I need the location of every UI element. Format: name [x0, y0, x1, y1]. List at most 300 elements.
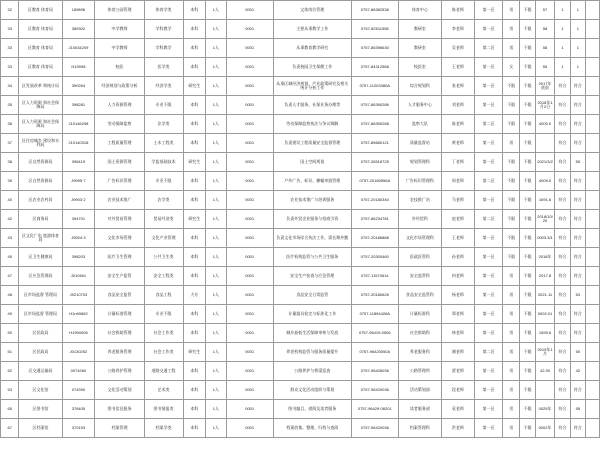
cell-who[interactable]: 陈老师: [441, 115, 474, 134]
cell-y2[interactable]: 不限: [519, 248, 535, 267]
cell-area[interactable]: 第一区: [474, 20, 503, 39]
cell-req[interactable]: 0001: [226, 305, 273, 324]
cell-phone[interactable]: 0757-26518725: [351, 153, 398, 172]
cell-code[interactable]: J9210703: [62, 286, 95, 305]
cell-sc3[interactable]: 53: [571, 286, 585, 305]
cell-num[interactable]: 1人: [206, 229, 227, 248]
cell-num[interactable]: 1人: [206, 172, 227, 191]
cell-post[interactable]: 人力资源管理: [95, 96, 144, 115]
cell-num[interactable]: 1人: [206, 305, 227, 324]
cell-y2[interactable]: 不限: [519, 381, 535, 400]
table-row[interactable]: [1, 191, 600, 210]
cell-sc4[interactable]: [585, 248, 599, 267]
cell-sc4[interactable]: [585, 210, 599, 229]
cell-code[interactable]: H19098: [62, 58, 95, 77]
cell-dept[interactable]: 文化市场管理科: [398, 229, 441, 248]
cell-phone[interactable]: 0757-20186888: [351, 229, 398, 248]
cell-y1[interactable]: 不限: [503, 153, 519, 172]
cell-sc1[interactable]: 2021/3/2: [536, 153, 554, 172]
cell-sc1[interactable]: 4009.0: [536, 172, 554, 191]
cell-num[interactable]: 1人: [206, 77, 227, 96]
cell-num[interactable]: 1人: [206, 20, 227, 39]
cell-sc3[interactable]: 符合: [571, 229, 585, 248]
cell-dept[interactable]: 读者服务部: [398, 400, 441, 419]
cell-req[interactable]: 0001: [226, 229, 273, 248]
cell-sc1[interactable]: 4000.0: [536, 115, 554, 134]
cell-desc[interactable]: 主要从事教学工作: [273, 20, 351, 39]
cell-y2[interactable]: 不限: [519, 96, 535, 115]
cell-area[interactable]: 第一区: [474, 153, 503, 172]
cell-y1[interactable]: 不限: [503, 210, 519, 229]
cell-sc2[interactable]: 符合: [554, 210, 570, 229]
cell-desc[interactable]: 负责外贸企业服务与招商引资: [273, 210, 351, 229]
cell-num[interactable]: 1人: [206, 153, 227, 172]
cell-idx[interactable]: 50: [1, 324, 19, 343]
cell-code[interactable]: J010461: [62, 267, 95, 286]
cell-unit[interactable]: 区教育 体育局: [19, 1, 62, 20]
cell-who[interactable]: 张老师: [441, 77, 474, 96]
cell-phone[interactable]: 0757-86390286: [351, 96, 398, 115]
cell-num[interactable]: 1人: [206, 381, 227, 400]
cell-unit[interactable]: 区住房城乡 建设和水利局: [19, 134, 62, 153]
cell-desc[interactable]: 公路养护与桥梁巡查: [273, 362, 351, 381]
cell-sc1[interactable]: 2018/10/20: [536, 210, 554, 229]
cell-sc3[interactable]: 1: [571, 58, 585, 77]
cell-dept[interactable]: 社会救助科: [398, 324, 441, 343]
cell-sc3[interactable]: 50: [571, 343, 585, 362]
cell-sc2[interactable]: 符合: [554, 381, 570, 400]
cell-area[interactable]: 第一区: [474, 381, 503, 400]
cell-phone[interactable]: 0757-82511558: [351, 20, 398, 39]
cell-phone[interactable]: 0757-86396630: [351, 39, 398, 58]
cell-y1[interactable]: 女: [503, 58, 519, 77]
cell-code[interactable]: 0974260: [62, 362, 95, 381]
cell-sc1[interactable]: 0002年: [536, 419, 554, 438]
cell-idx[interactable]: 34: [1, 77, 19, 96]
cell-deg[interactable]: 大专: [183, 286, 206, 305]
cell-sc2[interactable]: 符合: [554, 267, 570, 286]
cell-deg[interactable]: 本科: [183, 1, 206, 20]
cell-sc2[interactable]: 1: [554, 1, 570, 20]
cell-idx[interactable]: 33: [1, 39, 19, 58]
cell-sc2[interactable]: 符合: [554, 153, 570, 172]
cell-post[interactable]: 计量标准管理: [95, 305, 144, 324]
cell-sc3[interactable]: 42: [571, 362, 585, 381]
cell-y1[interactable]: 男: [503, 1, 519, 20]
cell-sc3[interactable]: 55: [571, 400, 585, 419]
cell-sc4[interactable]: [585, 134, 599, 153]
cell-area[interactable]: 第一区: [474, 267, 503, 286]
cell-who[interactable]: 赵老师: [441, 210, 474, 229]
cell-deg[interactable]: 本科: [183, 324, 206, 343]
cell-sc2[interactable]: 符合: [554, 191, 570, 210]
table-row[interactable]: [1, 381, 600, 400]
cell-y1[interactable]: 不限: [503, 115, 519, 134]
cell-unit[interactable]: 区人力资源 和社会保障局: [19, 96, 62, 115]
cell-dept[interactable]: 校医室: [398, 58, 441, 77]
cell-deg[interactable]: 研究生: [183, 210, 206, 229]
cell-num[interactable]: 1人: [206, 58, 227, 77]
cell-sc1[interactable]: 42.00: [536, 362, 554, 381]
cell-unit[interactable]: 区人力资源 和社会保障局: [19, 115, 62, 134]
cell-idx[interactable]: 67: [1, 419, 19, 438]
cell-num[interactable]: 1人: [206, 286, 227, 305]
cell-sc3[interactable]: 符合: [571, 210, 585, 229]
cell-idx[interactable]: 65: [1, 400, 19, 419]
cell-unit[interactable]: 区教育 体育局: [19, 20, 62, 39]
cell-idx[interactable]: 39: [1, 172, 19, 191]
cell-who[interactable]: 刘老师: [441, 96, 474, 115]
cell-unit[interactable]: 区图书馆: [19, 400, 62, 419]
cell-sc4[interactable]: [585, 77, 599, 96]
cell-idx[interactable]: 47: [1, 267, 19, 286]
cell-phone[interactable]: 0757-20180556A: [351, 172, 398, 191]
cell-y1[interactable]: 男: [503, 305, 519, 324]
cell-dept[interactable]: 养老服务科: [398, 343, 441, 362]
cell-idx[interactable]: 49: [1, 305, 19, 324]
cell-sc1[interactable]: 2021.11: [536, 286, 554, 305]
cell-num[interactable]: 1人: [206, 362, 227, 381]
cell-req[interactable]: 0001: [226, 248, 273, 267]
cell-post[interactable]: 医疗卫生管理: [95, 248, 144, 267]
cell-desc[interactable]: 城乡最低生活保障审核与发放: [273, 324, 351, 343]
cell-unit[interactable]: 区民政局: [19, 343, 62, 362]
cell-dept[interactable]: 体育中心: [398, 1, 441, 20]
cell-sc1[interactable]: 2019年1月: [536, 343, 554, 362]
cell-phone[interactable]: 0757-84312568: [351, 58, 398, 77]
cell-idx[interactable]: 36: [1, 115, 19, 134]
cell-code[interactable]: 396419: [62, 153, 95, 172]
cell-post[interactable]: 文化市场管理: [95, 229, 144, 248]
cell-who[interactable]: 谢老师: [441, 343, 474, 362]
cell-area[interactable]: 第一区: [474, 305, 503, 324]
cell-req[interactable]: 0001: [226, 362, 273, 381]
cell-unit[interactable]: 区市场监督 管理局: [19, 286, 62, 305]
table-row[interactable]: [1, 96, 600, 115]
cell-who[interactable]: 黄老师: [441, 134, 474, 153]
cell-desc[interactable]: 从事教育教学研究: [273, 39, 351, 58]
cell-unit[interactable]: 区商务局: [19, 210, 62, 229]
cell-dept[interactable]: 质量监督站: [398, 134, 441, 153]
cell-major[interactable]: 道路交通工程: [144, 362, 183, 381]
cell-y2[interactable]: 不限: [519, 77, 535, 96]
cell-desc[interactable]: 国土空间规划: [273, 153, 351, 172]
cell-sc3[interactable]: 符合: [571, 96, 585, 115]
cell-sc1[interactable]: 2018年: [536, 248, 554, 267]
cell-y1[interactable]: 不限: [503, 191, 519, 210]
cell-unit[interactable]: 区自然资源局: [19, 153, 62, 172]
cell-unit[interactable]: 区文化广电 旅游体育局: [19, 229, 62, 248]
cell-num[interactable]: 1人: [206, 267, 227, 286]
cell-deg[interactable]: 本科: [183, 39, 206, 58]
cell-phone[interactable]: 0757-96420050A: [351, 343, 398, 362]
cell-major[interactable]: 经济学类: [144, 77, 183, 96]
cell-major[interactable]: 档案学类: [144, 419, 183, 438]
cell-phone[interactable]: 0757-86234781: [351, 210, 398, 229]
cell-y2[interactable]: 不限: [519, 153, 535, 172]
cell-who[interactable]: 贾老师: [441, 362, 474, 381]
cell-post[interactable]: 安全生产监管: [95, 267, 144, 286]
cell-area[interactable]: 第一区: [474, 248, 503, 267]
cell-post[interactable]: 档案管理: [95, 419, 144, 438]
cell-deg[interactable]: 本科: [183, 419, 206, 438]
cell-deg[interactable]: 本科: [183, 191, 206, 210]
cell-desc[interactable]: 群众文化活动组织与策划: [273, 381, 351, 400]
table-row[interactable]: [1, 229, 600, 248]
cell-req[interactable]: 0001: [226, 20, 273, 39]
cell-req[interactable]: 0001: [226, 153, 273, 172]
cell-deg[interactable]: 本科: [183, 134, 206, 153]
cell-major[interactable]: 图书情报类: [144, 400, 183, 419]
cell-major[interactable]: 专业不限: [144, 305, 183, 324]
cell-dept[interactable]: 档案管理科: [398, 419, 441, 438]
cell-y1[interactable]: 男: [503, 400, 519, 419]
cell-num[interactable]: 1人: [206, 400, 227, 419]
cell-post[interactable]: 食品安全监管: [95, 286, 144, 305]
cell-sc4[interactable]: [585, 39, 599, 58]
cell-idx[interactable]: 33: [1, 58, 19, 77]
cell-y1[interactable]: 不限: [503, 172, 519, 191]
cell-phone[interactable]: 0757-20300460: [351, 248, 398, 267]
cell-phone[interactable]: 0757-96420036: [351, 381, 398, 400]
cell-deg[interactable]: 本科: [183, 248, 206, 267]
cell-sc3[interactable]: 符合: [571, 134, 585, 153]
cell-unit[interactable]: 区教育 体育局: [19, 39, 62, 58]
cell-y2[interactable]: 不限: [519, 191, 535, 210]
cell-post[interactable]: 广告标识管理: [95, 172, 144, 191]
cell-deg[interactable]: 本科: [183, 58, 206, 77]
cell-area[interactable]: 第二区: [474, 172, 503, 191]
cell-post[interactable]: 工程质量管理: [95, 134, 144, 153]
cell-num[interactable]: 1人: [206, 96, 227, 115]
cell-y2[interactable]: 不限: [519, 115, 535, 134]
cell-idx[interactable]: 42: [1, 210, 19, 229]
cell-post[interactable]: 中学教师: [95, 39, 144, 58]
cell-code[interactable]: 189896: [62, 1, 95, 20]
cell-sc3[interactable]: 符合: [571, 115, 585, 134]
cell-unit[interactable]: 区自然资源局: [19, 172, 62, 191]
cell-y2[interactable]: 不限: [519, 362, 535, 381]
cell-desc[interactable]: 劳动保障监察执法与争议调解: [273, 115, 351, 134]
cell-unit[interactable]: 区市场监督 管理局: [19, 305, 62, 324]
cell-dept[interactable]: 人才服务中心: [398, 96, 441, 115]
cell-area[interactable]: 第一区: [474, 324, 503, 343]
cell-code[interactable]: J10140318: [62, 134, 95, 153]
cell-post[interactable]: 劳动保障监察: [95, 115, 144, 134]
cell-sc2[interactable]: 符合: [554, 400, 570, 419]
cell-area[interactable]: 第一区: [474, 400, 503, 419]
cell-idx[interactable]: 51: [1, 343, 19, 362]
cell-sc3[interactable]: 1: [571, 39, 585, 58]
cell-major[interactable]: 学科教学: [144, 39, 183, 58]
cell-desc[interactable]: 食品安全日常监管: [273, 286, 351, 305]
table-row[interactable]: [1, 1, 600, 20]
cell-dept[interactable]: 食品安全监管科: [398, 286, 441, 305]
cell-sc2[interactable]: 符合: [554, 229, 570, 248]
cell-code[interactable]: H1990006: [62, 324, 95, 343]
cell-dept[interactable]: 安全监管科: [398, 267, 441, 286]
cell-major[interactable]: 贸易经济类: [144, 210, 183, 229]
cell-dept[interactable]: 活动策划部: [398, 381, 441, 400]
cell-req[interactable]: 0001: [226, 191, 273, 210]
table-row[interactable]: [1, 210, 600, 229]
cell-who[interactable]: 段老师: [441, 381, 474, 400]
cell-sc1[interactable]: 2018年1月2日: [536, 96, 554, 115]
cell-sc1[interactable]: 2017.8: [536, 267, 554, 286]
cell-post[interactable]: 文化活动策划: [95, 381, 144, 400]
cell-dept[interactable]: 公路管理所: [398, 362, 441, 381]
cell-area[interactable]: 第一区: [474, 286, 503, 305]
cell-req[interactable]: 0001: [226, 419, 273, 438]
cell-code[interactable]: J0130252: [62, 343, 95, 362]
cell-req[interactable]: 0001: [226, 172, 273, 191]
cell-phone[interactable]: 0757-11894426A: [351, 305, 398, 324]
cell-desc[interactable]: 图书编目、借阅及读者服务: [273, 400, 351, 419]
cell-y2[interactable]: 不限: [519, 39, 535, 58]
cell-code[interactable]: 390264: [62, 77, 95, 96]
table-row[interactable]: [1, 362, 600, 381]
cell-sc3[interactable]: 符合: [571, 172, 585, 191]
table-row[interactable]: [1, 286, 600, 305]
table-row[interactable]: [1, 343, 600, 362]
table-row[interactable]: [1, 77, 600, 96]
cell-y2[interactable]: 不限: [519, 400, 535, 419]
cell-area[interactable]: 第一区: [474, 191, 503, 210]
cell-sc1[interactable]: 1691.6: [536, 191, 554, 210]
cell-code[interactable]: 370193: [62, 419, 95, 438]
cell-code[interactable]: 398281: [62, 96, 95, 115]
cell-major[interactable]: 土木工程类: [144, 134, 183, 153]
cell-unit[interactable]: 区民政局: [19, 324, 62, 343]
cell-post[interactable]: 经济规划与政策分析: [95, 77, 144, 96]
cell-phone[interactable]: 0757-85680121: [351, 134, 398, 153]
cell-sc4[interactable]: [585, 153, 599, 172]
cell-desc[interactable]: 负责文化市场综合执法工作，需长期外勤: [273, 229, 351, 248]
cell-sc2[interactable]: 符合: [554, 362, 570, 381]
cell-num[interactable]: 1人: [206, 248, 227, 267]
cell-area[interactable]: 第二区: [474, 39, 503, 58]
cell-num[interactable]: 1人: [206, 115, 227, 134]
cell-sc4[interactable]: [585, 381, 599, 400]
cell-num[interactable]: 1人: [206, 1, 227, 20]
cell-num[interactable]: 1人: [206, 419, 227, 438]
cell-dept[interactable]: 教研室: [398, 20, 441, 39]
cell-req[interactable]: 0001: [226, 210, 273, 229]
cell-deg[interactable]: 本科: [183, 381, 206, 400]
table-row[interactable]: [1, 324, 600, 343]
cell-idx[interactable]: 45: [1, 248, 19, 267]
cell-desc[interactable]: 负责人才服务、社保业务办理等: [273, 96, 351, 115]
cell-sc1[interactable]: 0003.3/1: [536, 229, 554, 248]
cell-sc2[interactable]: 符合: [554, 286, 570, 305]
cell-code[interactable]: J9995·7: [62, 172, 95, 191]
cell-unit[interactable]: 区应急管理局: [19, 267, 62, 286]
cell-deg[interactable]: 本科: [183, 400, 206, 419]
cell-unit[interactable]: 区文化馆: [19, 381, 62, 400]
cell-who[interactable]: 王老师: [441, 229, 474, 248]
cell-who[interactable]: 吴老师: [441, 39, 474, 58]
table-row[interactable]: [1, 172, 600, 191]
cell-req[interactable]: 0001: [226, 77, 273, 96]
cell-sc2[interactable]: 符合: [554, 305, 570, 324]
cell-code[interactable]: J10146298: [62, 115, 95, 134]
cell-area[interactable]: 第一区: [474, 58, 503, 77]
cell-req[interactable]: 0001: [226, 115, 273, 134]
cell-sc4[interactable]: [585, 419, 599, 438]
cell-sc2[interactable]: 1: [554, 39, 570, 58]
cell-code[interactable]: 398203: [62, 248, 95, 267]
cell-sc3[interactable]: 符合: [571, 267, 585, 286]
cell-desc[interactable]: 负责校园卫生保健工作: [273, 58, 351, 77]
cell-sc2[interactable]: 符合: [554, 134, 570, 153]
cell-y2[interactable]: 不限: [519, 324, 535, 343]
cell-y1[interactable]: 男: [503, 20, 519, 39]
cell-area[interactable]: 第二区: [474, 210, 503, 229]
cell-major[interactable]: 学科教学: [144, 20, 183, 39]
cell-major[interactable]: 社会工作类: [144, 343, 183, 362]
cell-who[interactable]: 丁老师: [441, 153, 474, 172]
cell-dept[interactable]: 监察大队: [398, 115, 441, 134]
cell-deg[interactable]: 本科: [183, 229, 206, 248]
cell-sc4[interactable]: [585, 1, 599, 20]
cell-desc[interactable]: 医疗机构监管与公共卫生服务: [273, 248, 351, 267]
cell-y2[interactable]: 不限: [519, 286, 535, 305]
cell-y1[interactable]: 男: [503, 39, 519, 58]
cell-post[interactable]: 养老服务管理: [95, 343, 144, 362]
cell-unit[interactable]: 区农业农村局: [19, 191, 62, 210]
cell-sc3[interactable]: 符合: [571, 77, 585, 96]
cell-y1[interactable]: 不限: [503, 77, 519, 96]
cell-sc2[interactable]: 符合: [554, 115, 570, 134]
cell-desc[interactable]: 户外广告、标识、横幅审批管理: [273, 172, 351, 191]
cell-who[interactable]: 孙老师: [441, 248, 474, 267]
cell-who[interactable]: 杨老师: [441, 286, 474, 305]
cell-idx[interactable]: 40: [1, 191, 19, 210]
cell-idx[interactable]: 53: [1, 381, 19, 400]
cell-sc3[interactable]: 1: [571, 20, 585, 39]
cell-req[interactable]: 0001: [226, 381, 273, 400]
cell-area[interactable]: 第一区: [474, 1, 503, 20]
cell-deg[interactable]: 本科: [183, 115, 206, 134]
cell-sc2[interactable]: 1: [554, 20, 570, 39]
cell-sc3[interactable]: 符合: [571, 419, 585, 438]
cell-req[interactable]: 0001: [226, 286, 273, 305]
cell-who[interactable]: 马老师: [441, 191, 474, 210]
table-row[interactable]: [1, 153, 600, 172]
cell-y1[interactable]: 不限: [503, 229, 519, 248]
table-row[interactable]: [1, 400, 600, 419]
cell-sc4[interactable]: [585, 20, 599, 39]
cell-sc2[interactable]: 符合: [554, 324, 570, 343]
table-row[interactable]: [1, 115, 600, 134]
cell-y1[interactable]: 男: [503, 324, 519, 343]
cell-num[interactable]: 1人: [206, 343, 227, 362]
cell-post[interactable]: 中学教师: [95, 20, 144, 39]
cell-dept[interactable]: 规划管理科: [398, 153, 441, 172]
cell-sc3[interactable]: 符合: [571, 191, 585, 210]
cell-unit[interactable]: 区交通运输局: [19, 362, 62, 381]
cell-sc3[interactable]: 符合: [571, 381, 585, 400]
cell-y2[interactable]: 不限: [519, 305, 535, 324]
cell-y2[interactable]: 不限: [519, 343, 535, 362]
cell-deg[interactable]: 本科: [183, 172, 206, 191]
cell-phone[interactable]: 0757-20180340: [351, 191, 398, 210]
cell-num[interactable]: 1人: [206, 191, 227, 210]
cell-who[interactable]: 周老师: [441, 172, 474, 191]
cell-sc4[interactable]: [585, 191, 599, 210]
cell-sc1[interactable]: [536, 134, 554, 153]
cell-code[interactable]: 074390: [62, 381, 95, 400]
